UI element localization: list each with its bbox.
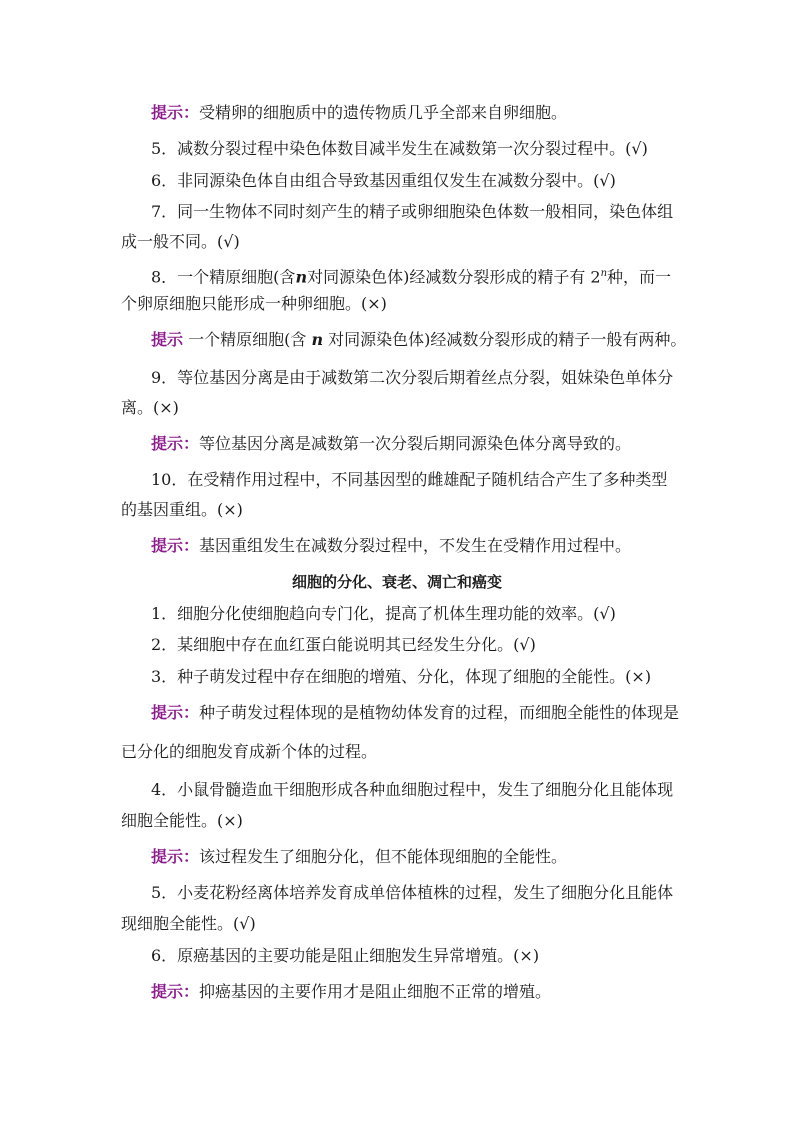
q8-text-c: 种，而一 [607,267,672,287]
hint-text-b: 对同源染色体)经减数分裂形成的精子一般有两种。 [323,330,687,349]
hint-line [0,535,794,557]
hint-line [0,329,794,351]
hint-label: 提示： [151,536,200,555]
question-9-line1: 9．等位基因分离是由于减数第二次分裂后期着丝点分裂，姐妹染色单体分 [151,368,674,387]
q8-text-a: 8．一个精原细胞(含 [151,267,296,287]
hint-text: 抑癌基因的主要作用才是阻止细胞不正常的增殖。 [199,982,552,1001]
question-6: 6．原癌基因的主要功能是阻止细胞发生异常增殖。(×) [151,946,540,965]
question-6: 6．非同源染色体自由组合导致基因重组仅发生在减数分裂中。(√) [151,171,616,190]
hint-continuation: 已分化的细胞发育成新个体的过程。 [121,742,378,761]
hint-label: 提示： [151,982,200,1001]
hint-text: 种子萌发过程体现的是植物幼体发育的过程，而细胞全能性的体现是 [199,703,680,722]
hint-label: 提示： [151,703,200,722]
question-1: 1．细胞分化使细胞趋向专门化，提高了机体生理功能的效率。(√) [151,604,616,623]
hint-text: 基因重组发生在减数分裂过程中，不发生在受精作用过程中。 [199,536,632,555]
hint-text: 等位基因分离是减数第一次分裂后期同源染色体分离导致的。 [199,434,632,453]
question-4-line1: 4．小鼠骨髓造血干细胞形成各种血细胞过程中，发生了细胞分化且能体现 [151,780,674,799]
hint-line [0,433,794,455]
hint-label: 提示： [151,847,200,866]
question-9-line2: 离。(×) [121,398,179,417]
hint-label: 提示： [151,103,200,122]
hint-line [0,102,794,124]
question-10-line1: 10．在受精作用过程中，不同基因型的雌雄配子随机结合产生了多种类型 [151,470,668,489]
hint-label: 提示： [151,434,200,453]
hint-line [0,702,794,724]
question-4-line2: 细胞全能性。(×) [121,811,243,830]
question-8-line2: 个卵原细胞只能形成一种卵细胞。(×) [121,294,387,313]
question-10-line2: 的基因重组。(×) [121,500,243,519]
question-5-line2: 现细胞全能性。(√) [121,914,256,933]
q8-var-n: n [295,267,308,287]
hint-line [0,846,794,868]
question-2: 2．某细胞中存在血红蛋白能说明其已经发生分化。(√) [151,635,536,654]
section-title: 细胞的分化、衰老、凋亡和癌变 [291,573,502,591]
question-3: 3．种子萌发过程中存在细胞的增殖、分化，体现了细胞的全能性。(×) [151,667,652,686]
question-8-line1 [0,263,794,288]
question-7-line2: 成一般不同。(√) [121,232,240,251]
question-5-line1: 5．小麦花粉经离体培养发育成单倍体植株的过程，发生了细胞分化且能体 [151,883,674,902]
q8-text-b: 对同源染色体)经减数分裂形成的精子有 2 [307,267,601,287]
question-5: 5．减数分裂过程中染色体数目减半发生在减数第一次分裂过程中。(√) [151,139,648,158]
hint-text: 受精卵的细胞质中的遗传物质几乎全部来自卵细胞。 [199,103,568,122]
q8-superscript-n: n [600,268,608,279]
hint-text-a: 一个精原细胞(含 [183,330,312,349]
hint-label: 提示 [151,330,184,349]
hint-line [0,981,794,1003]
hint-text: 该过程发生了细胞分化，但不能体现细胞的全能性。 [199,847,568,866]
hint-var-n: n [311,330,324,349]
question-7-line1: 7．同一生物体不同时刻产生的精子或卵细胞染色体数一般相同，染色体组 [151,202,674,221]
